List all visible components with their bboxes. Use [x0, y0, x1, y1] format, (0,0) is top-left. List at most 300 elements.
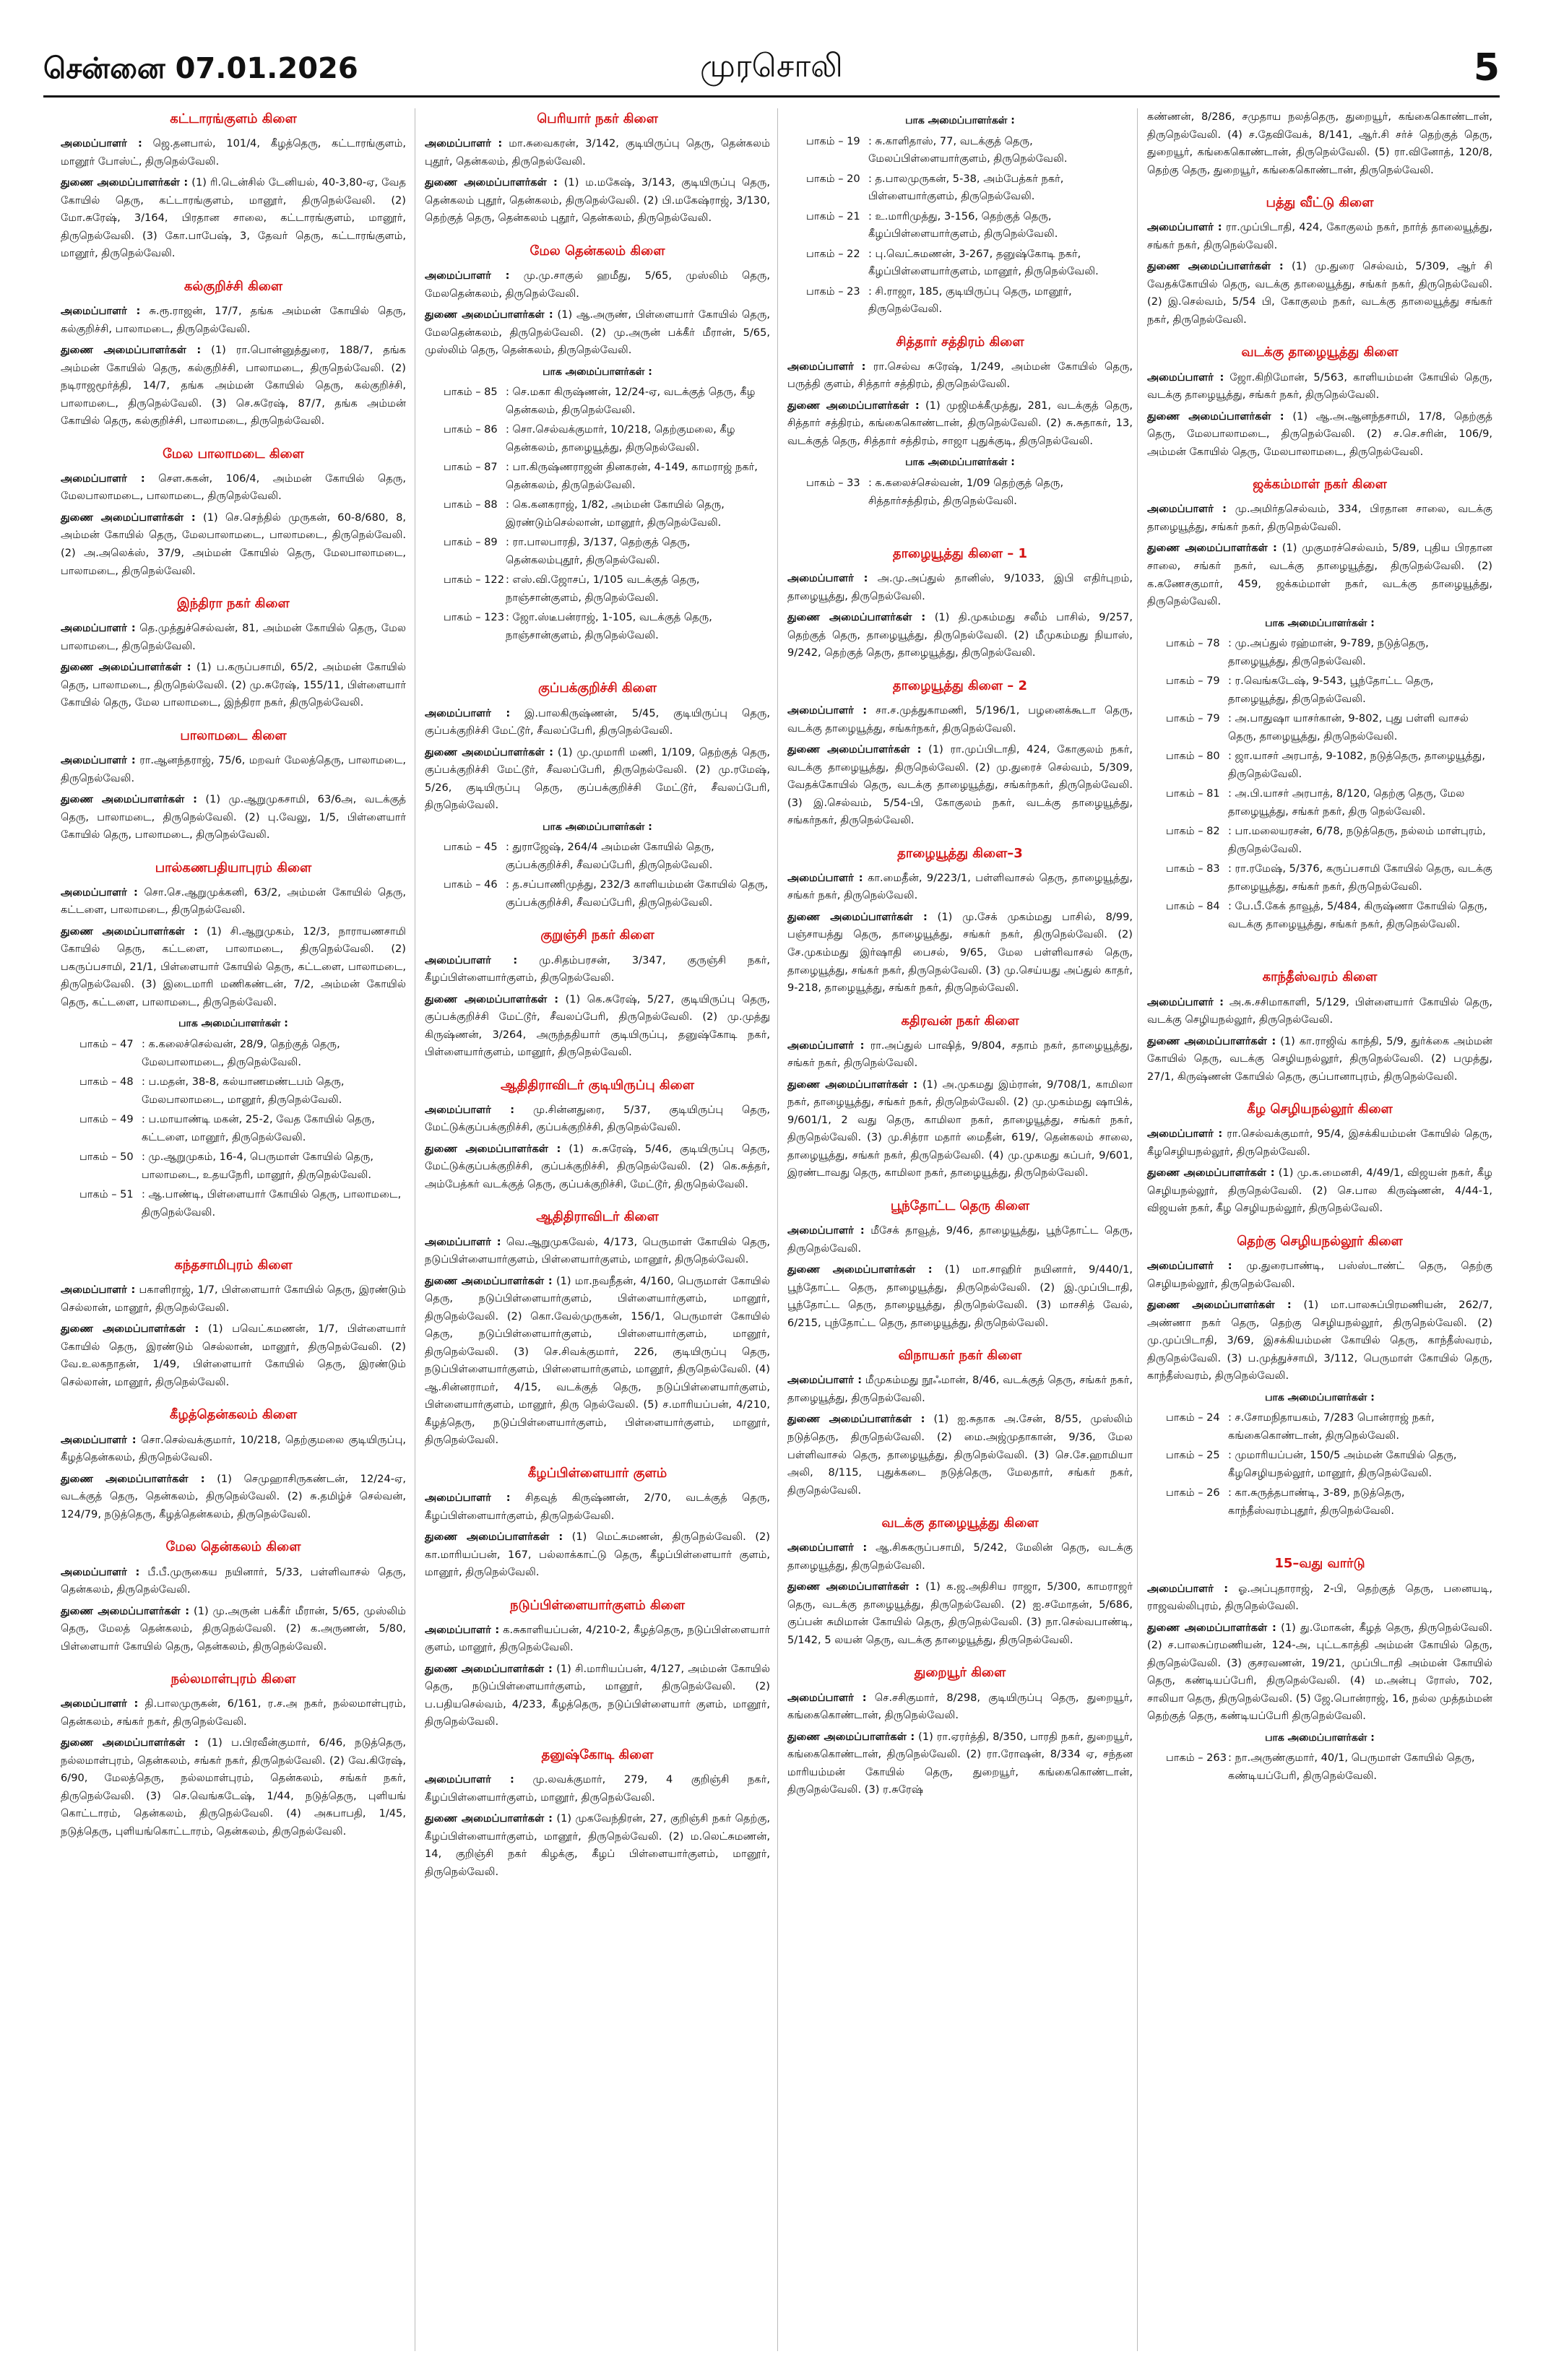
- deputy-organizers-entry: [425, 306, 770, 360]
- branch-section: [425, 1075, 770, 1194]
- organizer-label: அமைப்பாளர் :: [61, 472, 145, 485]
- deputy-organizers-entry: [61, 1603, 406, 1656]
- deputy-organizers-entry: [1147, 1297, 1492, 1385]
- organizer-text: தெ.முத்துச்செல்வன், 81, அம்மன் கோயில் தெரு, மேல பாலாமடை, திருநெல்வேலி.: [61, 622, 406, 652]
- organizer-entry: [425, 1489, 770, 1525]
- deputy-organizers-entry: [425, 1141, 770, 1194]
- organizer-entry: [425, 1234, 770, 1269]
- branch-section: [787, 1513, 1133, 1649]
- branch-section: [61, 108, 406, 263]
- booth-text: : மு.ஆறுமுகம், 16-4, பெருமாள் கோயில் தெரு, பாலாமடை, உதயநேரி, மானூர், திருநெல்வேலி.: [142, 1151, 374, 1181]
- branch-title: தெற்கு செழியநல்லூர் கிளை: [1237, 1233, 1403, 1249]
- organizer-text: மா.சுவைகரன், 3/142, குடியிருப்பு தெரு, தென்கலம் புதூர், தென்கலம், திருநெல்வேலி.: [425, 137, 770, 168]
- branch-section: [1147, 1231, 1492, 1520]
- organizer-label: அமைப்பாளர் :: [787, 360, 866, 373]
- booth-text: : க.கலைச்செல்வன், 28/9, தெற்குத் தெரு, மேலபாலாமடை, திருநெல்வேலி.: [142, 1038, 340, 1068]
- booth-row: [1147, 1409, 1492, 1445]
- branch-title: கதிரவன் நகர் கிளை: [901, 1013, 1019, 1029]
- branch-section: [787, 113, 1133, 319]
- branch-section: [425, 1744, 770, 1881]
- booth-text: : சொ.செல்வக்குமார், 10/218, தெற்குமலை, கீழ தென்கலம், தாழையூத்து, திருநெல்வேலி.: [506, 423, 735, 454]
- booth-row: [61, 1036, 406, 1071]
- deputy-organizers-entry: [787, 909, 1133, 998]
- branch-section: [425, 1463, 770, 1582]
- branch-section: [61, 276, 406, 430]
- deputy-label: துணை அமைப்பாளர்கள் :: [425, 992, 559, 1005]
- deputy-label: துணை அமைப்பாளர்கள் :: [425, 1142, 561, 1155]
- organizer-label: அமைப்பாளர் :: [425, 953, 518, 966]
- booth-heading: பாக அமைப்பாளர்கள் :: [905, 115, 1015, 126]
- branch-title: தாழையூத்து கிளை – 1: [892, 546, 1028, 562]
- organizer-label: அமைப்பாளர் :: [61, 886, 138, 899]
- column-2: [425, 108, 770, 1894]
- organizer-entry: [61, 135, 406, 170]
- deputy-label: துணை அமைப்பாளர்கள் :: [787, 1263, 933, 1276]
- deputy-label: துணை அமைப்பாளர்கள் :: [1147, 260, 1284, 273]
- deputy-label: துணை அமைப்பாளர்கள் :: [1147, 1034, 1276, 1047]
- booth-number: பாகம் – 47: [79, 1038, 134, 1050]
- deputy-text: (1) ஆ.அ.ஆனந்தசாமி, 17/8, தெற்குத் தெரு, மேலபாலாமடை, திருநெல்வேலி. (2) ச.செ.சரின், 106/9, அம்மன் கோயில் தெரு, மேலபாலாமடை, திருநெல்வேலி.: [1147, 410, 1493, 458]
- organizer-text: அ.மு.அப்துல் தானிஸ், 9/1033, இபி எதிர்புறம், தாழையூத்து, திருநெல்வேலி.: [787, 572, 1133, 602]
- booth-number: பாகம் – 49: [79, 1113, 134, 1126]
- organizer-entry: [1147, 501, 1492, 536]
- booth-number: பாகம் – 45: [444, 841, 498, 854]
- deputy-label: துணை அமைப்பாளர்கள் :: [425, 176, 558, 189]
- branch-title: பாலாமடை கிளை: [180, 727, 287, 743]
- deputy-text: (1) ப.பிரவீன்குமார், 6/46, நடுத்தெரு, நல்லமாள்புரம், தென்கலம், சங்கர் நகர், திருநெல்வேலி. (2) வே.கிரேஷ், 6/90, மேலத்தெரு, நல்லமாள்புரம், தென்கலம், சங்கர் நகர், திருநெல்வேலி. (3) செ.வெங்கடேஷ், 1/44, நடுத்தெரு, புளியங் கொட்டாரம், தென்கலம், திருநெல்வேலி. (4) அசுபாபதி, 1/45, நடுத்தெரு, புளியங்கொட்டாரம், தென்கலம், திருநெல்வேலி.: [61, 1736, 406, 1838]
- deputy-label: துணை அமைப்பாளர்கள் :: [1147, 1621, 1276, 1634]
- branch-title: கட்டாரங்குளம் கிளை: [170, 111, 297, 126]
- branch-title: கந்தசாமிபுரம் கிளை: [174, 1258, 293, 1273]
- organizer-label: அமைப்பாளர் :: [787, 1541, 868, 1554]
- deputy-text: (1) ஐ.சுதாக அ.சேன், 8/55, முஸ்லிம் நடுத்தெரு, திருநெல்வேலி. (2) மை.அஜ்முதாகான், 9/36, மேல பள்ளிவாசல் தெரு, தாழையூத்து, திருநெல்வேலி. (3) செ.சே.ஹாமியா அலி, 8/115, புதுக்கடை நடுத்தெரு, மேலதார், சங்கர் நகர், திருநெல்வேலி.: [787, 1413, 1133, 1497]
- booth-number: பாகம் – 87: [444, 461, 498, 474]
- deputy-text: (1) செ.செந்தில் முருகன், 60-8/680, 8, அம்மன் கோயில் தெரு, மேலபாலாமடை, பாலாமடை, திருநெல்வேலி. (2) அ.அலெக்ஸ், 37/9, அம்மன் கோயில் தெரு, மேலபாலாமடை, பாலாமடை, திருநெல்வேலி.: [61, 511, 407, 577]
- deputy-label: துணை அமைப்பாளர்கள் :: [425, 1812, 553, 1825]
- deputy-label: துணை அமைப்பாளர்கள் :: [1147, 1299, 1292, 1312]
- deputy-organizers-entry: [425, 174, 770, 228]
- booth-row: [1147, 823, 1492, 858]
- column-1: [61, 108, 406, 1853]
- organizer-entry: [425, 135, 770, 170]
- organizer-entry: [1147, 219, 1492, 254]
- booth-number: பாகம் – 86: [444, 423, 498, 436]
- organizer-text: சா.ச.முத்துகாமணி, 5/196/1, பழனைக்கூடா தெரு, வடக்கு தாழையூத்து, சங்கர்நகர், திருநெல்வேலி.: [787, 704, 1133, 735]
- booth-number: பாகம் – 122: [444, 574, 504, 587]
- booth-number: பாகம் – 50: [79, 1151, 134, 1164]
- branch-section: [787, 1345, 1133, 1500]
- branch-section: [1147, 192, 1492, 329]
- branch-section: [1147, 474, 1492, 933]
- deputy-organizers-entry: [425, 744, 770, 815]
- booth-heading: பாக அமைப்பாளர்கள் :: [1265, 1731, 1375, 1744]
- organizer-text: பகாளிராஜ், 1/7, பிள்ளையார் கோயில் தெரு, இரண்டும் செல்லான், மானூர், திருநெல்வேலி.: [61, 1284, 407, 1314]
- organizer-entry: [425, 1771, 770, 1806]
- organizer-text: அ.சு.சசிமாகாளி, 5/129, பிள்ளையார் கோயில் தெரு, வடக்கு செழியநல்லூர், திருநெல்வேலி.: [1147, 995, 1493, 1026]
- deputy-text: (1) பவெட்கமணன், 1/7, பிள்ளையார் கோயில் தெரு, இரண்டும் செல்லான், மானூர், திருநெல்வேலி. (2) வே.உலகநாதன், 1/49, பிள்ளையார் கோயில் தெரு, இரண்டும் செல்லான், மானூர், திருநெல்வேலி.: [61, 1323, 406, 1388]
- booth-heading: பாக அமைப்பாளர்கள் :: [1265, 617, 1375, 629]
- booth-number: பாகம் – 85: [444, 386, 498, 399]
- branch-title: ஆதிதிராவிடர் கிளை: [536, 1209, 659, 1225]
- deputy-label: துணை அமைப்பாளர்கள் :: [1147, 542, 1277, 555]
- branch-section: [425, 678, 770, 912]
- organizer-entry: [787, 870, 1133, 905]
- masthead: முரசொலி: [700, 48, 843, 85]
- organizer-label: அமைப்பாளர் :: [61, 1697, 139, 1710]
- organizer-label: அமைப்பாளர் :: [425, 1235, 501, 1248]
- booth-row: [1147, 1749, 1492, 1785]
- booth-number: பாகம் – 89: [444, 536, 498, 549]
- booth-number: பாகம் – 48: [79, 1076, 134, 1089]
- column-divider: [1137, 108, 1138, 2351]
- deputy-text: (1) மு.க.மைனசி, 4/49/1, விஜயன் நகர், கீழ செழியநல்லூர், திருநெல்வேலி. (2) செ.பால கிருஷ்ணன், 4/44-1, விஜயன் நகர், கீழ செழியநல்லூர், திருநெல்வேலி.: [1147, 1167, 1492, 1215]
- booth-number: பாகம் – 79: [1166, 675, 1220, 688]
- deputy-label: துணை அமைப்பாளர்கள் :: [425, 1531, 563, 1544]
- organizer-text: மீசேக் தாவூத், 9/46, தாழையூத்து, பூந்தோட்ட தெரு, திருநெல்வேலி.: [787, 1224, 1133, 1255]
- branch-title: நல்லமாள்புரம் கிளை: [170, 1671, 296, 1687]
- organizer-label: அமைப்பாளர் :: [61, 754, 136, 767]
- organizer-label: அமைப்பாளர் :: [425, 1103, 515, 1116]
- booth-text: : நா.அருண்குமார், 40/1, பெருமாள் கோயில் தெரு, கண்டியப்பேரி, திருநெல்வேலி.: [1228, 1752, 1475, 1782]
- organizer-entry: [787, 1539, 1133, 1575]
- organizer-text: ஜெ.தனபால், 101/4, கீழத்தெரு, கட்டாரங்குளம், மானூர் போஸ்ட், திருநெல்வேலி.: [61, 137, 406, 168]
- booth-text: : ரா.ரமேஷ், 5/376, கருப்பசாமி கோயில் தெரு, வடக்கு தாழையூத்து, சங்கர் நகர், திருநெல்வேலி.: [1228, 862, 1492, 893]
- deputy-label: துணை அமைப்பாளர்கள் :: [787, 743, 922, 756]
- branch-section: [787, 675, 1133, 830]
- deputy-label: துணை அமைப்பாளர்கள் :: [425, 308, 553, 321]
- organizer-label: அமைப்பாளர் :: [61, 1284, 136, 1297]
- deputy-organizers-entry: [1147, 1164, 1492, 1218]
- organizer-label: அமைப்பாளர் :: [787, 1224, 865, 1237]
- organizer-entry: [787, 1222, 1133, 1258]
- booth-number: பாகம் – 19: [806, 134, 860, 147]
- organizer-text: ரா.செல்வ சுரேஷ், 1/249, அம்மன் கோயில் தெரு, பருத்தி குளம், சித்தார் சத்திரம், திருநெல்வேலி.: [787, 360, 1133, 391]
- booth-number: பாகம் – 82: [1166, 825, 1220, 838]
- booth-row: [1147, 748, 1492, 783]
- organizer-entry: [61, 1695, 406, 1731]
- branch-section: [425, 1595, 770, 1731]
- organizer-label: அமைப்பாளர் :: [1147, 1582, 1229, 1595]
- booth-heading: பாக அமைப்பாளர்கள் :: [905, 456, 1015, 469]
- deputy-label: துணை அமைப்பாளர்கள் :: [787, 1730, 915, 1743]
- deputy-organizers-entry: [61, 342, 406, 430]
- branch-section: [1147, 1099, 1492, 1218]
- deputy-organizers-entry: [787, 1076, 1133, 1182]
- deputy-label: துணை அமைப்பாளர்கள் :: [425, 1662, 553, 1675]
- booth-row: [425, 496, 770, 532]
- branch-section: [787, 332, 1133, 510]
- organizer-entry: [61, 752, 406, 787]
- booth-text: : பா.கிருஷ்ணராஜன் தினகரன், 4-149, காமராஜ் நகர், தென்கலம், திருநெல்வேலி.: [506, 461, 758, 491]
- deputy-label: துணை அமைப்பாளர்கள் :: [425, 1274, 553, 1287]
- deputy-text: (1) மா.பாலசுப்பிரமணியன், 262/7, அண்ணா நகர் தெரு, தெற்கு செழியநல்லூர், திருநெல்வேலி. (2) மு.முப்பிடாதி, 3/69, இசக்கியம்மன் கோயில் தெரு, காந்தீஸ்வரம், திருநெல்வேலி. (3) ப.முத்துச்சாமி, 3/112, பெருமாள் கோயில் தெரு, காந்தீஸ்வரம், திருநெல்வேலி.: [1147, 1299, 1493, 1382]
- booth-row: [61, 1073, 406, 1109]
- booth-number: பாகம் – 79: [1166, 712, 1220, 725]
- organizer-text: மு.துரைபாண்டி, பஸ்ஸ்டாண்ட் தெரு, தெற்கு செழியநல்லூர், திருநெல்வேலி.: [1147, 1260, 1493, 1290]
- booth-text: : பு.வெட்சுமணன், 3-267, தனுஷ்கோடி நகர், கீழப்பிள்ளையார்குளம், மானூர், திருநெல்வேலி.: [868, 247, 1099, 278]
- deputy-organizers-entry: [787, 1261, 1133, 1332]
- organizer-text: ரா.அப்துல் பாஷித், 9/804, சதாம் நகர், தாழையூத்து, சங்கர் நகர், திருநெல்வேலி.: [787, 1039, 1133, 1070]
- branch-title: வடக்கு தாழையூத்து கிளை: [881, 1515, 1039, 1531]
- branch-section: [61, 1255, 406, 1391]
- organizer-text: வெ.ஆறுமுகவேல், 4/173, பெருமாள் கோயில் தெரு, நடுப்பிள்ளையார்குளம், பிள்ளையார்குளம், மானூர், திருநெல்வேலி.: [425, 1235, 770, 1266]
- branch-title: தனுஷ்கோடி கிளை: [541, 1747, 654, 1762]
- booth-number: பாகம் – 26: [1166, 1487, 1220, 1500]
- organizer-entry: [1147, 1125, 1492, 1161]
- branch-title: ஆதிதிராவிடர் குடியிருப்பு கிளை: [501, 1077, 694, 1093]
- booth-number: பாகம் – 22: [806, 247, 860, 260]
- organizer-entry: [787, 570, 1133, 605]
- organizer-label: அமைப்பாளர் :: [61, 137, 142, 150]
- booth-number: பாகம் – 46: [444, 878, 498, 891]
- deputy-organizers-entry: [61, 659, 406, 712]
- deputy-label: துணை அமைப்பாளர்கள் :: [61, 176, 189, 189]
- booth-row: [61, 1148, 406, 1184]
- booth-number: பாகம் – 83: [1166, 862, 1220, 875]
- deputy-organizers-entry: [787, 1411, 1133, 1500]
- deputy-label: துணை அமைப்பாளர்கள் :: [61, 1472, 205, 1485]
- booth-text: : துராஜேஷ், 264/4 அம்மன் கோயில் தெரு, குப்பக்குறிச்சி, சீவலப்பேரி, திருநெல்வேலி.: [506, 841, 714, 871]
- organizer-label: அமைப்பாளர் :: [787, 871, 863, 884]
- deputy-text: (1) மு.சேக் முகம்மது பாசில், 8/99, பஞ்சாயத்து தெரு, தாழையூத்து, சங்கர் நகர், திருநெல்வேலி. (2) சே.முகம்மது இர்ஷாதி பைசல், 9/65, மேல பள்ளிவாசல் தெரு, தாழையூத்து, சங்கர் நகர், திருநெல்வேலி. (3) மு.செய்யது அப்துல் காதர், 9-218, தாழையூத்து, சங்கர் நகர், திருநெல்வேலி.: [787, 910, 1133, 995]
- deputy-text: (1) மா.சாஹிர் நயினார், 9/440/1, பூந்தோட்ட தெரு, தாழையூத்து, திருநெல்வேலி. (2) இ.முப்பிடாதி, பூந்தோட்ட தெரு, தாழையூத்து, திருநெல்வேலி. (3) மாசசித் வேல், 6/215, புந்தோட்ட தெரு, தாழையூத்து, திருநெல்வேலி.: [787, 1263, 1133, 1329]
- booth-row: [1147, 710, 1492, 745]
- deputy-text: (1) க.ஜ.அதிசிய ராஜா, 5/300, காமராஜர் தெரு, வடக்கு தாழையூத்து, திருநெல்வேலி. (2) ஐ.சமோதன், 5/686, குப்பன் சுமிமான் கோயில் தெரு, திருநெல்வேலி. (3) நா.செல்வபாண்டி, 5/142, 5 லயன் தெரு, வடக்கு தாழையூத்து, திருநெல்வேலி.: [787, 1580, 1133, 1646]
- organizer-label: அமைப்பாளர் :: [425, 1492, 511, 1505]
- deputy-text: (1) சு.சுரேஷ், 5/46, குடியிருப்பு தெரு, மேட்டுக்குப்பக்குறிச்சி, குப்பக்குறிச்சி, திருநெல்வேலி. (2) கெ.சுத்தர், அம்பேத்கர் வடக்குத் தெரு, குப்பக்குறிச்சி, மேட்டூர், திருநெல்வேலி.: [425, 1142, 770, 1190]
- booth-text: : க.கலைச்செல்வன், 1/09 தெற்குத் தெரு, சித்தார்சத்திரம், திருநெல்வேலி.: [868, 477, 1064, 507]
- branch-section: [787, 1011, 1133, 1182]
- organizer-label: அமைப்பாளர் :: [425, 137, 503, 150]
- booth-text: : சி.ராஜா, 185, குடியிருப்பு தெரு, மானூர், திருநெல்வேலி.: [868, 285, 1072, 316]
- organizer-entry: [425, 267, 770, 303]
- organizer-label: அமைப்பாளர் :: [61, 1433, 137, 1446]
- booth-row: [1147, 1484, 1492, 1520]
- booth-text: : ஜோ.ஸ்டீபன்ராஜ், 1-105, வடக்குத் தெரு, நாஞ்சான்குளம், திருநெல்வேலி.: [506, 611, 712, 641]
- deputy-text: (1) ஆ.அருண், பிள்ளையார் கோயில் தெரு, மேலதென்கலம், திருநெல்வேலி. (2) மு.அருன் பக்கீர் மீரான், 5/65, முஸ்லிம் தெரு, தென்கலம், திருநெல்வேலி.: [425, 308, 771, 357]
- branch-section: [1147, 342, 1492, 461]
- booth-number: பாகம் – 84: [1166, 900, 1220, 913]
- organizer-label: அமைப்பாளர் :: [787, 1039, 865, 1052]
- deputy-text: (1) மு.ஆறுமுகசாமி, 63/6அ, வடக்குத் தெரு, பாலாமடை, திருநெல்வேலி. (2) பு.வேலு, 1/5, பிள்ளையார் கோயில் தெரு, பாலாமடை, திருநெல்வேலி.: [61, 793, 407, 841]
- branch-title: பால்கணபதியாபுரம் கிளை: [155, 860, 312, 875]
- organizer-label: அமைப்பாளர் :: [61, 622, 136, 635]
- organizer-text: சொ.செ.ஆறுமுக்கனி, 63/2, அம்மன் கோயில் தெரு, கட்டளை, பாலாமடை, திருநெல்வேலி.: [61, 886, 407, 917]
- organizer-entry: [61, 303, 406, 338]
- organizer-label: அமைப்பாளர் :: [425, 269, 510, 282]
- deputy-text: (1) து.மோகன், கீழத் தெரு, திருநெல்வேலி. (2) ச.பாலசுப்ரமணியன், 124-அ, புட்டகாத்தி அம்மன் கோயில் தெரு, திருநெல்வேலி. (3) குசரவணன், 19/21, முப்பிடாதி அம்மன் கோயில் தெரு, கண்டியப்பேரி, திருநெல்வேலி. (4) ம.அன்பு ரோஸ், 702, சாலியா தெரு, திருநெல்வேலி. (5) ஜே.பொன்ராஜ், 16, நல்ல முத்தம்மன் தெற்குத் தெரு, கண்டியப்பேரி திருநெல்வேலி.: [1147, 1621, 1493, 1723]
- deputy-text: (1) செமுஹாசிருகண்டன், 12/24-ஏ, வடக்குத் தெரு, தென்கலம், திருநெல்வேலி. (2) சு.தமிழ்ச் செல்வன், 124/79, நடுத்தெரு, கீழத்தென்கலம், திருநெல்வேலி.: [61, 1472, 406, 1520]
- branch-section: [425, 108, 770, 228]
- organizer-text: செ.சசிகுமார், 8/298, குடியிருப்பு தெரு, துறையூர், கங்கைகொண்டான், திருநெல்வேலி.: [787, 1691, 1133, 1722]
- deputy-organizers-entry: [425, 1661, 770, 1731]
- deputy-text: (1) மு.அருன் பக்கீர் மீரான், 5/65, முஸ்லிம் தெரு, மேலத் தென்கலம், திருநெல்வேலி. (2) க.அருணன், 5/80, பிள்ளையார் கோயில் தெரு, தென்கலம், திருநெல்வேலி.: [61, 1604, 406, 1653]
- deputy-organizers-entry: [61, 791, 406, 844]
- branch-title: கீழப்பிள்ளையார் குளம்: [527, 1465, 667, 1481]
- organizer-label: அமைப்பாளர் :: [1147, 1128, 1223, 1141]
- deputy-text: (1) கெ.சுரேஷ், 5/27, குடியிருப்பு தெரு, குப்பக்குறிச்சி மேட்டூர், சீவலப்பேரி, திருநெல்வேலி. (2) மு.முத்து கிருஷ்ணன், 3/264, அருந்ததியார் குடியிருப்பு, தனுஷ்கோடி நகர், பிள்ளையார்குளம், மானூர், திருநெல்வேலி.: [425, 992, 770, 1059]
- organizer-entry: [1147, 1580, 1492, 1616]
- deputy-text: (1) ரா.முப்பிடாதி, 424, கோகுலம் நகர், வடக்கு தாழையூத்து, திருநெல்வேலி. (2) மு.துரைச் செல்வம், 5/309, வேதக்கோயில் தெரு, வடக்கு தாழையூத்து, சங்கர்நகர், திருநெல்வேலி. (3) இ.செல்வம், 5/54-பி, கோகுலம் நகர், வடக்கு தாழையூத்து, சங்கர்நகர், திருநெல்வேலி.: [787, 743, 1133, 827]
- organizer-text: சு.ரூ.ராஜன், 17/7, தங்க அம்மன் கோயில் தெரு, கல்குறிச்சி, பாலாமடை, திருநெல்வேலி.: [61, 305, 406, 335]
- branch-title: வடக்கு தாழையூத்து கிளை: [1241, 345, 1399, 360]
- organizer-entry: [1147, 994, 1492, 1029]
- deputy-text: (1) மெட்சுமணன், திருநெல்வேலி. (2) கா.மாரியப்பன், 167, பல்லாக்காட்டு தெரு, கீழப்பிள்ளையார் குளம், மானூர், திருநெல்வேலி.: [425, 1531, 770, 1579]
- booth-text: : சு.காளிதாஸ், 77, வடக்குத் தெரு, மேலப்பிள்ளையார்குளம், திருநெல்வேலி.: [868, 134, 1068, 165]
- booth-row: [425, 839, 770, 874]
- branch-title: கல்குறிச்சி கிளை: [183, 278, 283, 294]
- deputy-text: (1) மா.நவநீதன், 4/160, பெருமாள் கோயில் தெரு, நடுப்பிள்ளையார்குளம், பிள்ளையார்குளம், மானூர், திருநெல்வேலி. (2) கொ.வேல்முருகன், 156/1, பெருமாள் கோயில் தெரு, நடுப்பிள்ளையார்குளம், பிள்ளையார்குளம், மானூர், திருநெல்வேலி. (3) செ.சிவக்குமார், 226, குடியிருப்பு தெரு, நடுப்பிள்ளையார்குளம், பிள்ளையார்குளம், மானூர், திருநெல்வேலி. (4) ஆ.சின்னராமர், 4/15, வடக்குத் தெரு, நடுப்பிள்ளையார்குளம், பிள்ளையார்குளம், மானூர், திரு நெல்வேலி. (5) ச.மாரியப்பன், 4/210, கீழத்தெரு, நடுப்பிள்ளையார்குளம், பிள்ளையார்குளம், மானூர், திருநெல்வேலி.: [425, 1274, 771, 1447]
- deputy-label: துணை அமைப்பாளர்கள் :: [61, 793, 197, 806]
- branch-title: சித்தார் சத்திரம் கிளை: [896, 334, 1024, 350]
- deputy-label: துணை அமைப்பாளர்கள் :: [1147, 1167, 1275, 1180]
- deputy-organizers-entry: [1147, 408, 1492, 462]
- deputy-text: (1) மு.துரை செல்வம், 5/309, ஆர் சி வேதக்கோயில் தெரு, வடக்கு தாலையூத்து, சங்கர் நகர், திருநெல்வேலி. (2) இ.செல்வம், 5/54 பி, கோகுலம் நகர், வடக்கு தாலையூத்து சங்கர் நகர், திருநெல்வேலி.: [1147, 260, 1492, 326]
- deputy-text: (1) கா.ராஜிவ் காந்தி, 5/9, துர்க்கை அம்மன் கோயில் தெரு, வடக்கு செழியநல்லூர், திருநெல்வேலி. (2) பமுத்து, 27/1, கிருஷ்ணன் கோயில் தெரு, குப்பானாபுரம், திருநெல்வேலி.: [1147, 1034, 1493, 1083]
- deputy-label: துணை அமைப்பாளர்கள் :: [61, 661, 191, 674]
- branch-title: மேல தென்கலம் கிளை: [530, 243, 665, 259]
- branch-title: பத்து வீட்டு கிளை: [1266, 195, 1374, 211]
- booth-heading: பாக அமைப்பாளர்கள் :: [543, 821, 652, 833]
- location-date: சென்னை 07.01.2026: [43, 52, 358, 85]
- branch-title: 15–வது வார்டு: [1274, 1556, 1365, 1572]
- booth-text: : மு.அப்துல் ரஹ்மான், 9-789, நடுத்தெரு, தாழையூத்து, திருநெல்வேலி.: [1228, 637, 1429, 667]
- organizer-label: அமைப்பாளர் :: [787, 1374, 863, 1387]
- branch-title: தாழையூத்து கிளை – 2: [892, 678, 1028, 693]
- deputy-organizers-entry: [1147, 1619, 1492, 1726]
- deputy-organizers-entry: [787, 609, 1133, 662]
- booth-number: பாகம் – 21: [806, 209, 860, 222]
- deputy-organizers-entry: [61, 1734, 406, 1840]
- branch-section: [787, 1662, 1133, 1799]
- booth-text: : கா.சுருத்தபாண்டி, 3-89, நடுத்தெரு, காந்தீஸ்வரம்புதூர், திருநெல்வேலி.: [1228, 1487, 1405, 1517]
- organizer-label: அமைப்பாளர் :: [1147, 995, 1224, 1008]
- continued-text: கண்ணன், 8/286, சமுதாய நலத்தெரு, துறையூர், கங்கைகொண்டான், திருநெல்வேலி. (4) ச.தேவிவேக், 8/141, ஆர்.சி சர்ச் தெற்குத் தெரு, துறையூர், கங்கைகொண்டான், திருநெல்வேலி. (5) ரா.வினோத், 120/8, தெற்கு தெரு, துறையூர், கங்கைகொண்டான், திருநெல்வேலி.: [1147, 111, 1492, 176]
- organizer-label: அமைப்பாளர் :: [1147, 1260, 1232, 1273]
- branch-title: ஜக்கம்மாள் நகர் கிளை: [1253, 477, 1387, 493]
- branch-title: இந்திரா நகர் கிளை: [177, 596, 290, 612]
- booth-number: பாகம் – 51: [79, 1188, 134, 1201]
- deputy-text: (1) சி.மாரியப்பன், 4/127, அம்மன் கோயில் தெரு, நடுப்பிள்ளையார்குளம், மானூர், திருநெல்வேலி. (2) ப.பதியசெல்வம், 4/233, கீழத்தெரு, நடுப்பிள்ளையார் குளம், மானூர், திருநெல்வேலி.: [425, 1662, 771, 1728]
- organizer-entry: [61, 620, 406, 655]
- booth-text: : ர.வெங்கடேஷ், 9-543, பூந்தோட்ட தெரு, தாழையூத்து, திருநெல்வேலி.: [1228, 675, 1434, 705]
- organizer-text: ஆ.சிசுகருப்பசாமி, 5/242, மேலின் தெரு, வடக்கு தாழையூத்து, திருநெல்வேலி.: [787, 1541, 1133, 1572]
- deputy-text: (1) முகவேந்திரன், 27, குறிஞ்சி நகர் தெற்கு, கீழப்பிள்ளையார்குளம், மானூர், திருநெல்வேலி. (2) ம.லெட்சுமணன், 14, குறிஞ்சி நகர் கிழக்கு, கீழப் பிள்ளையார்குளம், மானூர், திருநெல்வேலி.: [425, 1812, 770, 1878]
- organizer-entry: [61, 884, 406, 919]
- deputy-text: (1) ம.மகேஷ், 3/143, குடியிருப்பு தெரு, தென்கலம் புதூர், தென்கலம், திருநெல்வேலி. (2) பி.மகேஷ்ராஜ், 3/130, தெற்குத் தெரு, தென்கலம் புதூர், தென்கலம், திருநெல்வேலி.: [425, 176, 771, 225]
- booth-number: பாகம் – 25: [1166, 1449, 1220, 1462]
- organizer-text: க.சுகாளியப்பன், 4/210-2, கீழத்தெரு, நடுப்பிள்ளையார் குளம், மானூர், திருநெல்வேலி.: [425, 1623, 771, 1654]
- deputy-text: (1) ரா.பொன்னுத்துரை, 188/7, தங்க அம்மன் கோயில் தெரு, கல்குறிச்சி, பாலாமடை, திருநெல்வேலி. (2) நடிராஜமூர்த்தி, 14/7, தங்க அம்மன் கோயில் தெரு, கல்குறிச்சி, பாலாமடை, திருநெல்வேலி. (3) செ.சுரேஷ், 87/7, தங்க அம்மன் கோயில் தெரு, கல்குறிச்சி, பாலாமடை, திருநெல்வேலி.: [61, 344, 406, 428]
- organizer-text: தி.பாலமுருகன், 6/161, ர.ச.அ நகர், நல்லமாள்புரம், தென்கலம், சங்கர் நகர், திருநெல்வேலி.: [61, 1697, 407, 1728]
- deputy-organizers-entry: [61, 1471, 406, 1524]
- deputy-organizers-entry: [61, 923, 406, 1012]
- organizer-text: ரா.ஆனந்தராஜ், 75/6, மறவர் மேலத்தெரு, பாலாமடை, திருநெல்வேலி.: [61, 754, 406, 784]
- branch-title: மேல தென்கலம் கிளை: [165, 1539, 301, 1555]
- booth-text: : அ.பி.யாசர் அரபாத், 8/120, தெற்கு தெரு, மேல தாழையூத்து, சங்கர் நகர், திரு நெல்வேலி.: [1228, 787, 1465, 818]
- booth-row: [425, 534, 770, 569]
- branch-section: [425, 241, 770, 645]
- deputy-organizers-entry: [61, 174, 406, 263]
- deputy-label: துணை அமைப்பாளர்கள் :: [61, 1736, 199, 1749]
- organizer-text: பீ.பீ.முருகைய நயினார், 5/33, பள்ளிவாசல் தெரு, தென்கலம், திருநெல்வேலி.: [61, 1565, 406, 1596]
- deputy-organizers-entry: [1147, 540, 1492, 610]
- booth-text: : உ.மாரிமுத்து, 3-156, தெற்குத் தெரு, கீழப்பிள்ளையார்குளம், திருநெல்வேலி.: [868, 209, 1058, 241]
- organizer-text: சௌ.சுகன், 106/4, அம்மன் கோயில் தெரு, மேலபாலாமடை, பாலாமடை, திருநெல்வேலி.: [61, 472, 407, 503]
- booth-number: பாகம் – 263: [1166, 1752, 1227, 1765]
- branch-section: [1147, 966, 1492, 1086]
- deputy-label: துணை அமைப்பாளர்கள் :: [61, 1323, 199, 1336]
- deputy-text: (1) முகுமரச்செல்வம், 5/89, புதிய பிரதான சாலை, சங்கர் நகர், வடக்கு தாழையூத்து, திருநெல்வேலி. (2) க.கணேசகுமார், 459, ஜக்கம்மாள் நகர், வடக்கு தாழையூத்து, திருநெல்வேலி.: [1147, 542, 1492, 608]
- organizer-entry: [61, 1281, 406, 1317]
- deputy-organizers-entry: [1147, 1033, 1492, 1086]
- branch-title: தாழையூத்து கிளை–3: [897, 845, 1023, 861]
- organizer-text: ஜோ.கிறிமோன், 5/563, காளியம்மன் கோயில் தெரு, வடக்கு தாழையூத்து, சங்கர் நகர், திருநெல்வேலி.: [1147, 371, 1493, 402]
- branch-section: [1147, 1553, 1492, 1785]
- organizer-text: மு.லவக்குமார், 279, 4 குறிஞ்சி நகர், கீழப்பிள்ளையார்குளம், மானூர், திருநெல்வேலி.: [425, 1773, 770, 1804]
- booth-row: [787, 133, 1133, 168]
- booth-row: [787, 170, 1133, 206]
- organizer-label: அமைப்பாளர் :: [787, 572, 868, 585]
- booth-text: : அ.பாதுஷா யாசர்கான், 9-802, புது பள்ளி வாசல் தெரு, தாழையூத்து, திருநெல்வேலி.: [1228, 712, 1469, 743]
- booth-row: [787, 246, 1133, 281]
- organizer-label: அமைப்பாளர் :: [1147, 221, 1222, 234]
- organizer-entry: [787, 1372, 1133, 1407]
- deputy-label: துணை அமைப்பாளர்கள் :: [787, 1078, 918, 1091]
- organizer-text: சொ.செல்வக்குமார், 10/218, தெற்குமலை குடியிருப்பு, கீழத்தென்கலம், திருநெல்வேலி.: [61, 1433, 407, 1464]
- booth-text: : ஆ.பாண்டி, பிள்ளையார் கோயில் தெரு, பாலாமடை, திருநெல்வேலி.: [142, 1188, 402, 1219]
- organizer-label: அமைப்பாளர் :: [425, 1773, 514, 1786]
- deputy-text: (1) மு.முமாரி மணி, 1/109, தெற்குத் தெரு, குப்பக்குறிச்சி மேட்டூர், சீவலப்பேரி, திருநெல்வேலி. (2) மு.ரமேஷ், 5/26, குடியிருப்பு தெரு, குப்பக்குறிச்சி மேட்டூர், சீவலப்பேரி, திருநெல்வேலி.: [425, 745, 770, 812]
- deputy-label: துணை அமைப்பாளர்கள் :: [61, 925, 199, 938]
- branch-section: [787, 543, 1133, 662]
- branch-title: துறையூர் கிளை: [914, 1665, 1006, 1681]
- organizer-text: மு.மு.சாகுல் ஹமீது, 5/65, முஸ்லிம் தெரு, மேலதென்கலம், திருநெல்வேலி.: [425, 269, 771, 300]
- booth-row: [61, 1111, 406, 1146]
- booth-number: பாகம் – 81: [1166, 787, 1220, 800]
- branch-title: கீழ செழியநல்லூர் கிளை: [1247, 1102, 1393, 1117]
- booth-row: [1147, 1447, 1492, 1482]
- branch-section: [61, 593, 406, 712]
- deputy-organizers-entry: [61, 509, 406, 580]
- booth-row: [1147, 860, 1492, 896]
- deputy-organizers-entry: [787, 1728, 1133, 1799]
- deputy-label: துணை அமைப்பாளர்கள் :: [787, 910, 928, 923]
- branch-section: [61, 443, 406, 580]
- deputy-organizers-entry: [787, 1578, 1133, 1649]
- booth-row: [425, 384, 770, 419]
- deputy-organizers-entry: [425, 1810, 770, 1881]
- deputy-organizers-entry: [1147, 258, 1492, 329]
- page-number: 5: [1473, 46, 1500, 90]
- deputy-label: துணை அமைப்பாளர்கள் :: [787, 611, 926, 624]
- booth-row: [425, 421, 770, 456]
- booth-number: பாகம் – 24: [1166, 1411, 1220, 1424]
- page-header: [43, 42, 1500, 92]
- deputy-organizers-entry: [787, 397, 1133, 451]
- booth-text: : ப.மாயாண்டி மகன், 25-2, வேத கோயில் தெரு, கட்டளை, மானூர், திருநெல்வேலி.: [142, 1113, 375, 1143]
- booth-row: [787, 475, 1133, 510]
- organizer-entry: [787, 702, 1133, 737]
- deputy-organizers-entry: [787, 741, 1133, 830]
- booth-heading: பாக அமைப்பாளர்கள் :: [1265, 1391, 1375, 1403]
- organizer-entry: [425, 705, 770, 740]
- organizer-text: சிதவுத் கிருஷ்ணன், 2/70, வடக்குத் தெரு, கீழப்பிள்ளையார்குளம், திருநெல்வேலி.: [425, 1492, 771, 1522]
- booth-row: [787, 283, 1133, 319]
- booth-row: [787, 208, 1133, 243]
- header-rule: [43, 95, 1500, 98]
- booth-number: பாகம் – 78: [1166, 637, 1220, 650]
